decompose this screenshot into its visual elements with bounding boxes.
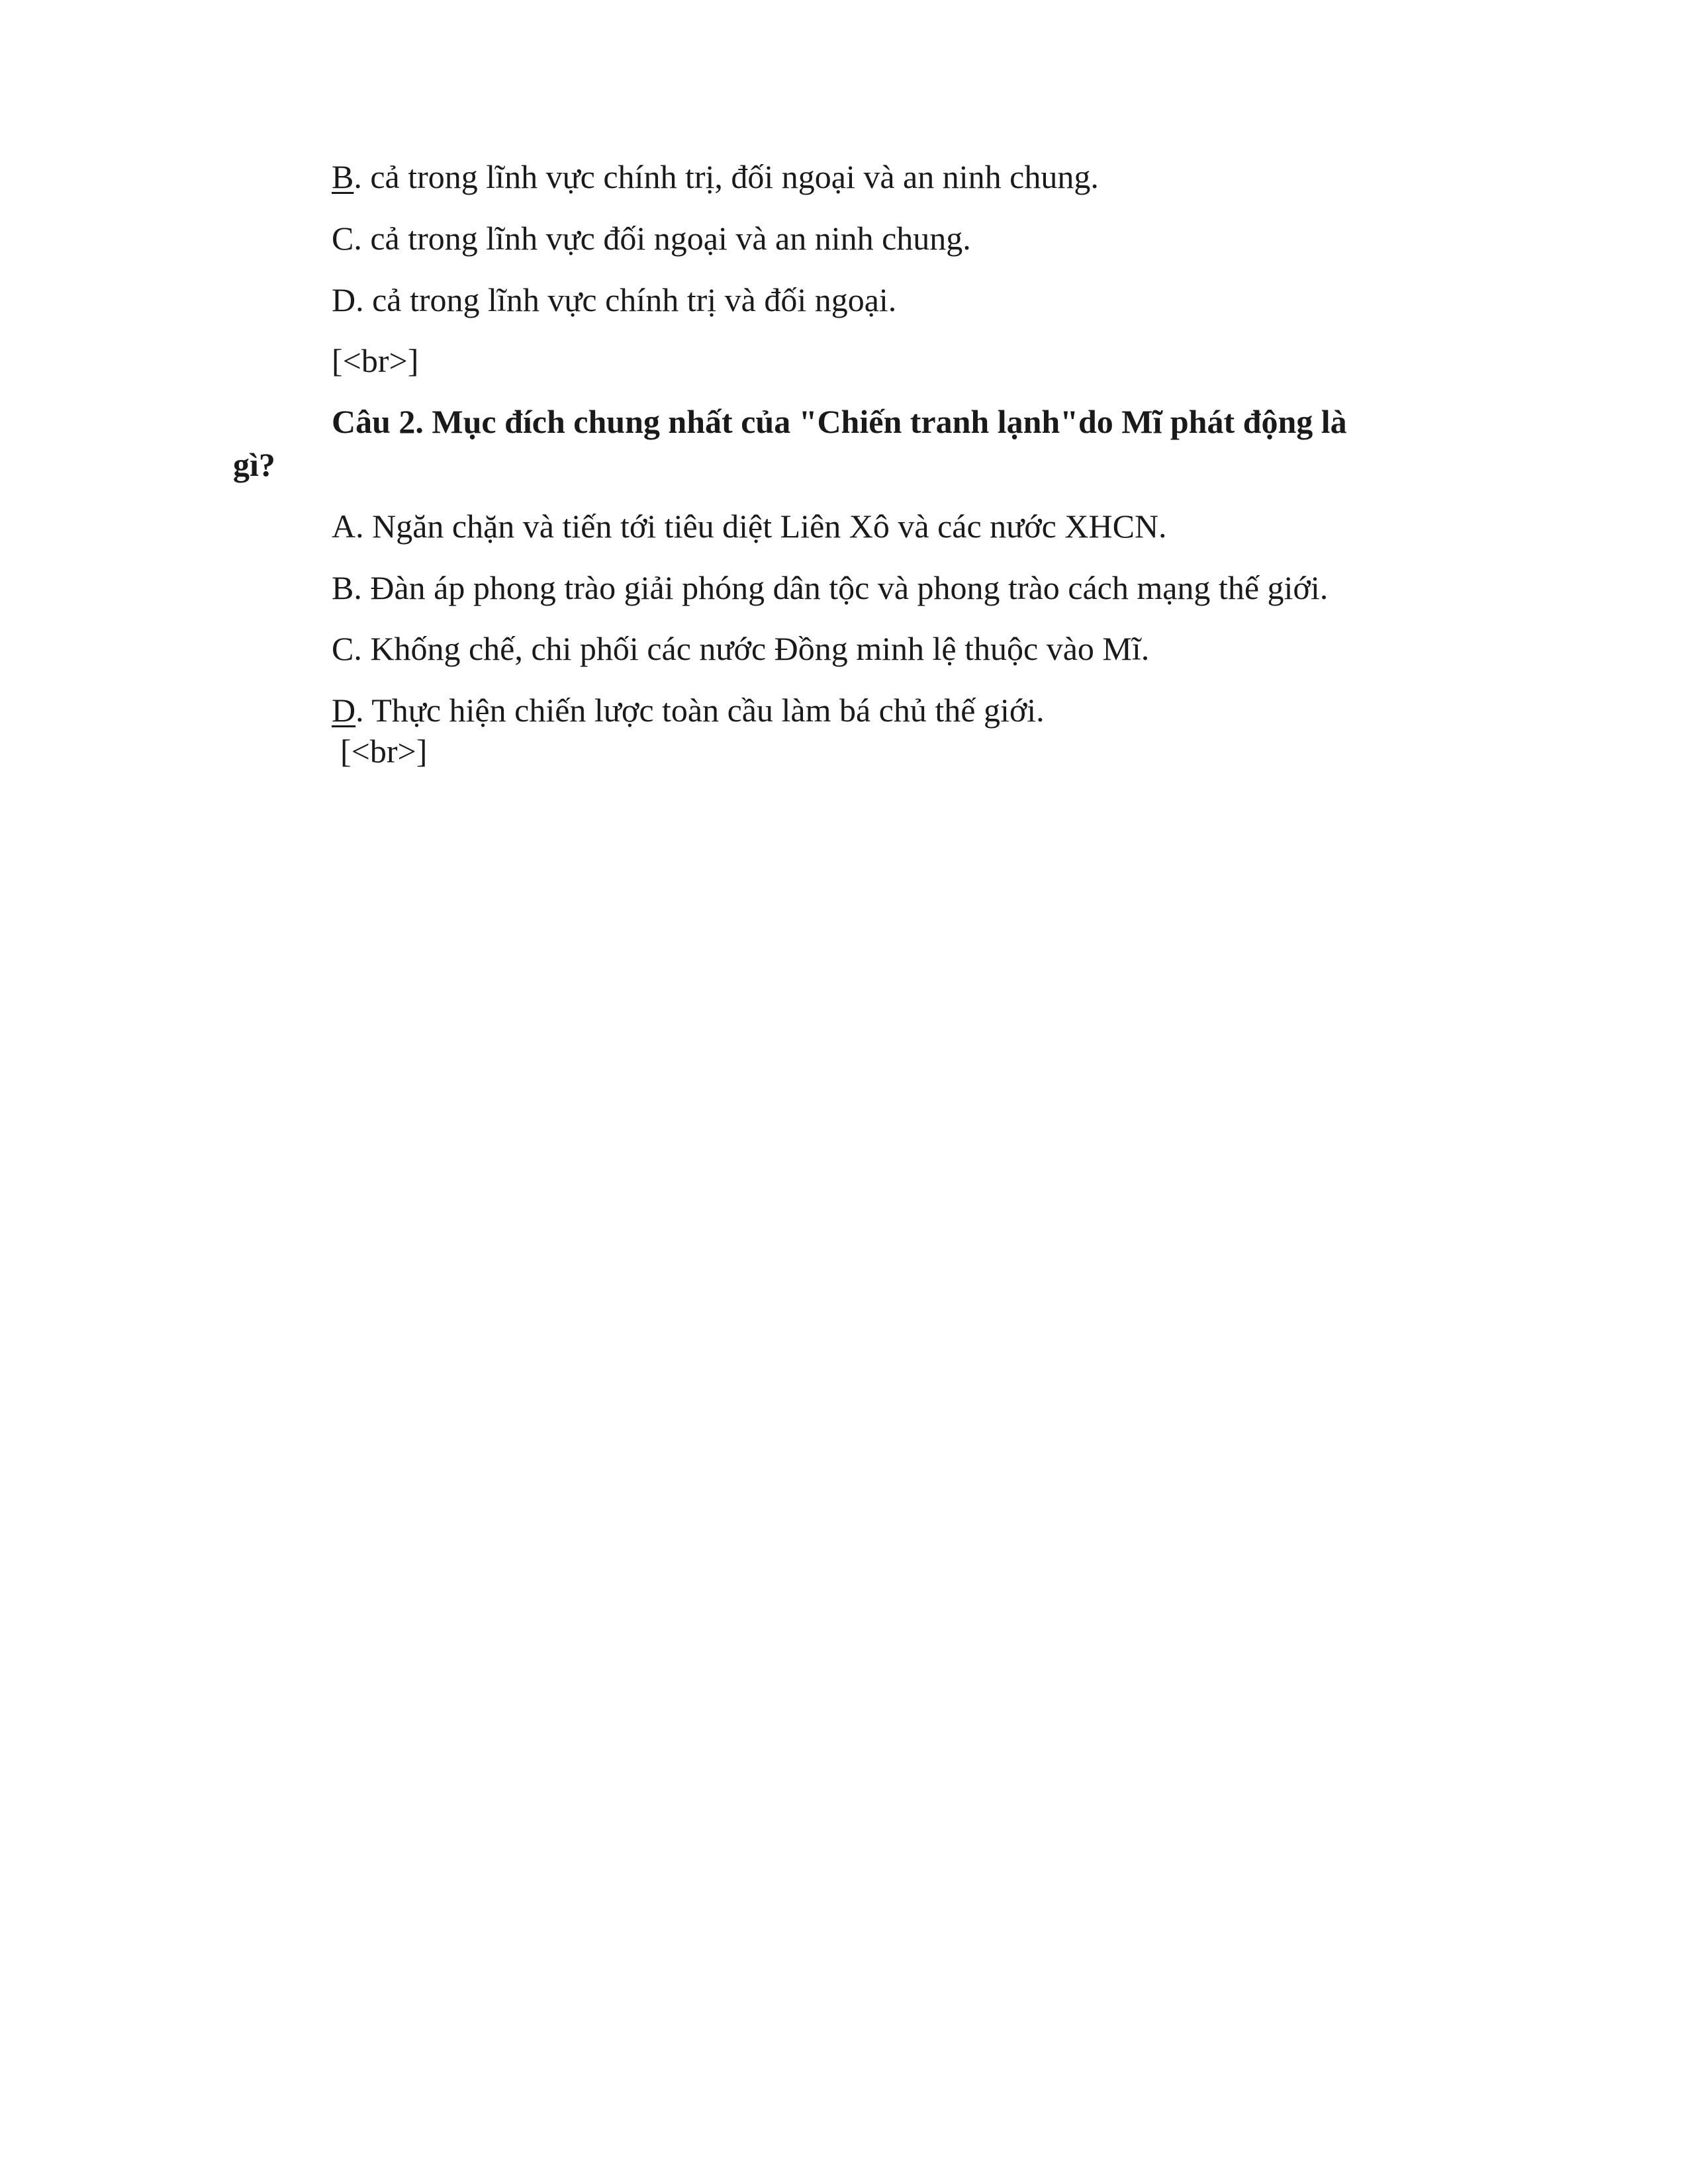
- q2-option-a-letter: A: [332, 508, 356, 545]
- q2-option-d: [332, 690, 1045, 730]
- q2-option-b-letter: B: [332, 569, 354, 606]
- q2-option-c-letter: C: [332, 630, 354, 667]
- q2-option-a-text: . Ngăn chặn và tiến tới tiêu diệt Liên Xô và các nước XHCN.: [355, 508, 1167, 545]
- q2-option-b: [332, 568, 1328, 608]
- q2-separator: [<br>]: [340, 733, 428, 770]
- q2-question-line1: Câu 2. Mục đích chung nhất của "Chiến tranh lạnh"do Mĩ phát động là: [332, 403, 1347, 440]
- q1-option-c-letter: C: [332, 220, 354, 257]
- q2-question-line2: gì?: [233, 446, 275, 483]
- q1-option-d-text: . cả trong lĩnh vực chính trị và đối ngoại.: [355, 281, 897, 318]
- q1-separator: [<br>]: [332, 342, 419, 379]
- q1-option-b-text: . cả trong lĩnh vực chính trị, đối ngoại và an ninh chung.: [353, 158, 1099, 195]
- q2-option-b-text: . Đàn áp phong trào giải phóng dân tộc và phong trào cách mạng thế giới.: [353, 569, 1329, 606]
- q2-option-d-letter: D: [332, 692, 356, 729]
- q1-option-d: [332, 280, 896, 320]
- q2-option-c: [332, 629, 1149, 668]
- q1-option-b-letter: B: [332, 158, 354, 195]
- q2-option-a: [332, 506, 1167, 546]
- q1-option-d-letter: D: [332, 281, 356, 318]
- q1-option-c-text: . cả trong lĩnh vực đối ngoại và an ninh chung.: [353, 220, 971, 257]
- q1-option-c: [332, 218, 971, 258]
- q2-option-d-text: . Thực hiện chiến lược toàn cầu làm bá chủ thế giới.: [355, 692, 1045, 729]
- q1-option-b: [332, 157, 1099, 197]
- q2-option-c-text: . Khống chế, chi phối các nước Đồng minh lệ thuộc vào Mĩ.: [353, 630, 1150, 667]
